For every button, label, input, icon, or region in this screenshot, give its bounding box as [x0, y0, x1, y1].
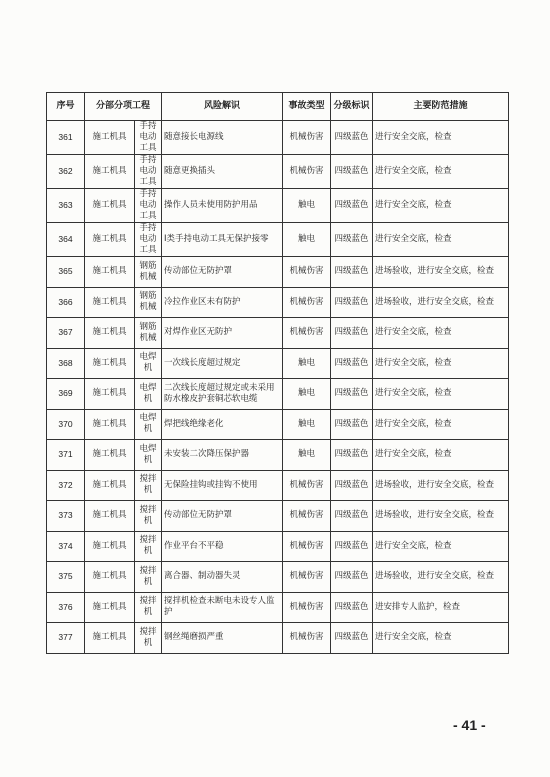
table-row — [47, 562, 509, 593]
row-number: 362 — [47, 155, 85, 189]
table-row — [47, 121, 509, 155]
category-cell: 施工机具 — [85, 287, 135, 318]
subcategory-cell: 手持电动工具 — [135, 189, 162, 223]
risk-cell: 随意更换插头 — [162, 155, 283, 189]
risk-cell: 一次线长度超过规定 — [162, 348, 283, 379]
risk-cell: 焊把线绝缘老化 — [162, 409, 283, 440]
category-cell: 施工机具 — [85, 189, 135, 223]
measure-cell: 进行安全交底，检查 — [373, 440, 509, 471]
accident-type-cell: 机械伤害 — [283, 287, 331, 318]
category-cell: 施工机具 — [85, 257, 135, 288]
subcategory-cell: 搅拌机 — [135, 470, 162, 501]
measure-cell: 进行安全交底，检查 — [373, 121, 509, 155]
level-cell: 四级蓝色 — [331, 348, 373, 379]
level-cell: 四级蓝色 — [331, 189, 373, 223]
risk-cell: Ⅰ类手持电动工具无保护接零 — [162, 223, 283, 257]
level-cell: 四级蓝色 — [331, 562, 373, 593]
category-cell: 施工机具 — [85, 531, 135, 562]
category-cell: 施工机具 — [85, 318, 135, 349]
row-number: 369 — [47, 379, 85, 410]
category-cell: 施工机具 — [85, 379, 135, 410]
category-cell: 施工机具 — [85, 223, 135, 257]
level-cell: 四级蓝色 — [331, 155, 373, 189]
measure-cell: 进场验收，进行安全交底，检查 — [373, 562, 509, 593]
subcategory-cell: 钢筋机械 — [135, 257, 162, 288]
header-accident-type: 事故类型 — [283, 93, 331, 121]
subcategory-cell: 搅拌机 — [135, 531, 162, 562]
table-row — [47, 470, 509, 501]
category-cell: 施工机具 — [85, 440, 135, 471]
level-cell: 四级蓝色 — [331, 531, 373, 562]
row-number: 370 — [47, 409, 85, 440]
risk-cell: 无保险挂钩或挂钩不使用 — [162, 470, 283, 501]
table-row — [47, 257, 509, 288]
measure-cell: 进场验收，进行安全交底，检查 — [373, 501, 509, 532]
subcategory-cell: 电焊机 — [135, 440, 162, 471]
row-number: 361 — [47, 121, 85, 155]
row-number: 364 — [47, 223, 85, 257]
category-cell: 施工机具 — [85, 121, 135, 155]
subcategory-cell: 手持电动工具 — [135, 223, 162, 257]
accident-type-cell: 机械伤害 — [283, 562, 331, 593]
table-row — [47, 409, 509, 440]
table-row — [47, 592, 509, 623]
table-row — [47, 531, 509, 562]
level-cell: 四级蓝色 — [331, 592, 373, 623]
measure-cell: 进场验收，进行安全交底，检查 — [373, 470, 509, 501]
table-row — [47, 318, 509, 349]
level-cell: 四级蓝色 — [331, 318, 373, 349]
accident-type-cell: 机械伤害 — [283, 318, 331, 349]
accident-type-cell: 机械伤害 — [283, 470, 331, 501]
risk-cell: 二次线长度超过规定或未采用防水橡皮护套铜芯软电缆 — [162, 379, 283, 410]
row-number: 376 — [47, 592, 85, 623]
level-cell: 四级蓝色 — [331, 501, 373, 532]
risk-table — [46, 92, 509, 654]
category-cell: 施工机具 — [85, 501, 135, 532]
accident-type-cell: 机械伤害 — [283, 257, 331, 288]
accident-type-cell: 触电 — [283, 223, 331, 257]
row-number: 367 — [47, 318, 85, 349]
subcategory-cell: 搅拌机 — [135, 501, 162, 532]
measure-cell: 进行安全交底，检查 — [373, 318, 509, 349]
measure-cell: 进行安全交底，检查 — [373, 223, 509, 257]
header-level: 分级标识 — [331, 93, 373, 121]
table-row — [47, 223, 509, 257]
level-cell: 四级蓝色 — [331, 623, 373, 654]
table-header-row — [47, 93, 509, 121]
risk-cell: 离合器、制动器失灵 — [162, 562, 283, 593]
risk-cell: 传动部位无防护罩 — [162, 257, 283, 288]
accident-type-cell: 机械伤害 — [283, 592, 331, 623]
row-number: 372 — [47, 470, 85, 501]
level-cell: 四级蓝色 — [331, 470, 373, 501]
header-no: 序号 — [47, 93, 85, 121]
risk-cell: 传动部位无防护罩 — [162, 501, 283, 532]
risk-cell: 钢丝绳磨损严重 — [162, 623, 283, 654]
table-row — [47, 155, 509, 189]
measure-cell: 进行安全交底，检查 — [373, 155, 509, 189]
row-number: 371 — [47, 440, 85, 471]
category-cell: 施工机具 — [85, 470, 135, 501]
accident-type-cell: 触电 — [283, 348, 331, 379]
risk-cell: 作业平台不平稳 — [162, 531, 283, 562]
table-row — [47, 287, 509, 318]
accident-type-cell: 机械伤害 — [283, 623, 331, 654]
category-cell: 施工机具 — [85, 623, 135, 654]
page-number: - 41 - — [453, 717, 486, 733]
measure-cell: 进行安全交底，检查 — [373, 409, 509, 440]
measure-cell: 进行安全交底，检查 — [373, 379, 509, 410]
accident-type-cell: 机械伤害 — [283, 501, 331, 532]
subcategory-cell: 电焊机 — [135, 348, 162, 379]
level-cell: 四级蓝色 — [331, 121, 373, 155]
header-risk: 风险解识 — [162, 93, 283, 121]
level-cell: 四级蓝色 — [331, 223, 373, 257]
measure-cell: 进行安全交底，检查 — [373, 189, 509, 223]
row-number: 373 — [47, 501, 85, 532]
category-cell: 施工机具 — [85, 592, 135, 623]
table-row — [47, 440, 509, 471]
accident-type-cell: 机械伤害 — [283, 531, 331, 562]
measure-cell: 进安排专人监护，检查 — [373, 592, 509, 623]
accident-type-cell: 触电 — [283, 379, 331, 410]
risk-cell: 搅拌机检查未断电未设专人监护 — [162, 592, 283, 623]
measure-cell: 进行安全交底，检查 — [373, 348, 509, 379]
level-cell: 四级蓝色 — [331, 257, 373, 288]
subcategory-cell: 电焊机 — [135, 409, 162, 440]
level-cell: 四级蓝色 — [331, 287, 373, 318]
header-project: 分部分项工程 — [85, 93, 162, 121]
accident-type-cell: 触电 — [283, 409, 331, 440]
table-row — [47, 623, 509, 654]
subcategory-cell: 搅拌机 — [135, 592, 162, 623]
level-cell: 四级蓝色 — [331, 409, 373, 440]
subcategory-cell: 钢筋机械 — [135, 287, 162, 318]
row-number: 374 — [47, 531, 85, 562]
risk-cell: 冷拉作业区未有防护 — [162, 287, 283, 318]
header-measures: 主要防范措施 — [373, 93, 509, 121]
table-row — [47, 501, 509, 532]
accident-type-cell: 机械伤害 — [283, 121, 331, 155]
measure-cell: 进场验收，进行安全交底，检查 — [373, 257, 509, 288]
risk-cell: 对焊作业区无防护 — [162, 318, 283, 349]
category-cell: 施工机具 — [85, 348, 135, 379]
table-row — [47, 189, 509, 223]
subcategory-cell: 电焊机 — [135, 379, 162, 410]
level-cell: 四级蓝色 — [331, 379, 373, 410]
risk-cell: 随意接长电源线 — [162, 121, 283, 155]
table-row — [47, 379, 509, 410]
subcategory-cell: 手持电动工具 — [135, 155, 162, 189]
level-cell: 四级蓝色 — [331, 440, 373, 471]
row-number: 366 — [47, 287, 85, 318]
subcategory-cell: 钢筋机械 — [135, 318, 162, 349]
row-number: 363 — [47, 189, 85, 223]
accident-type-cell: 触电 — [283, 440, 331, 471]
measure-cell: 进行安全交底，检查 — [373, 531, 509, 562]
row-number: 368 — [47, 348, 85, 379]
measure-cell: 进行安全交底，检查 — [373, 623, 509, 654]
row-number: 375 — [47, 562, 85, 593]
row-number: 365 — [47, 257, 85, 288]
row-number: 377 — [47, 623, 85, 654]
category-cell: 施工机具 — [85, 155, 135, 189]
subcategory-cell: 手持电动工具 — [135, 121, 162, 155]
measure-cell: 进场验收，进行安全交底，检查 — [373, 287, 509, 318]
category-cell: 施工机具 — [85, 409, 135, 440]
accident-type-cell: 机械伤害 — [283, 155, 331, 189]
subcategory-cell: 搅拌机 — [135, 562, 162, 593]
accident-type-cell: 触电 — [283, 189, 331, 223]
subcategory-cell: 搅拌机 — [135, 623, 162, 654]
category-cell: 施工机具 — [85, 562, 135, 593]
risk-cell: 未安装二次降压保护器 — [162, 440, 283, 471]
risk-cell: 操作人员未使用防护用品 — [162, 189, 283, 223]
table-row — [47, 348, 509, 379]
